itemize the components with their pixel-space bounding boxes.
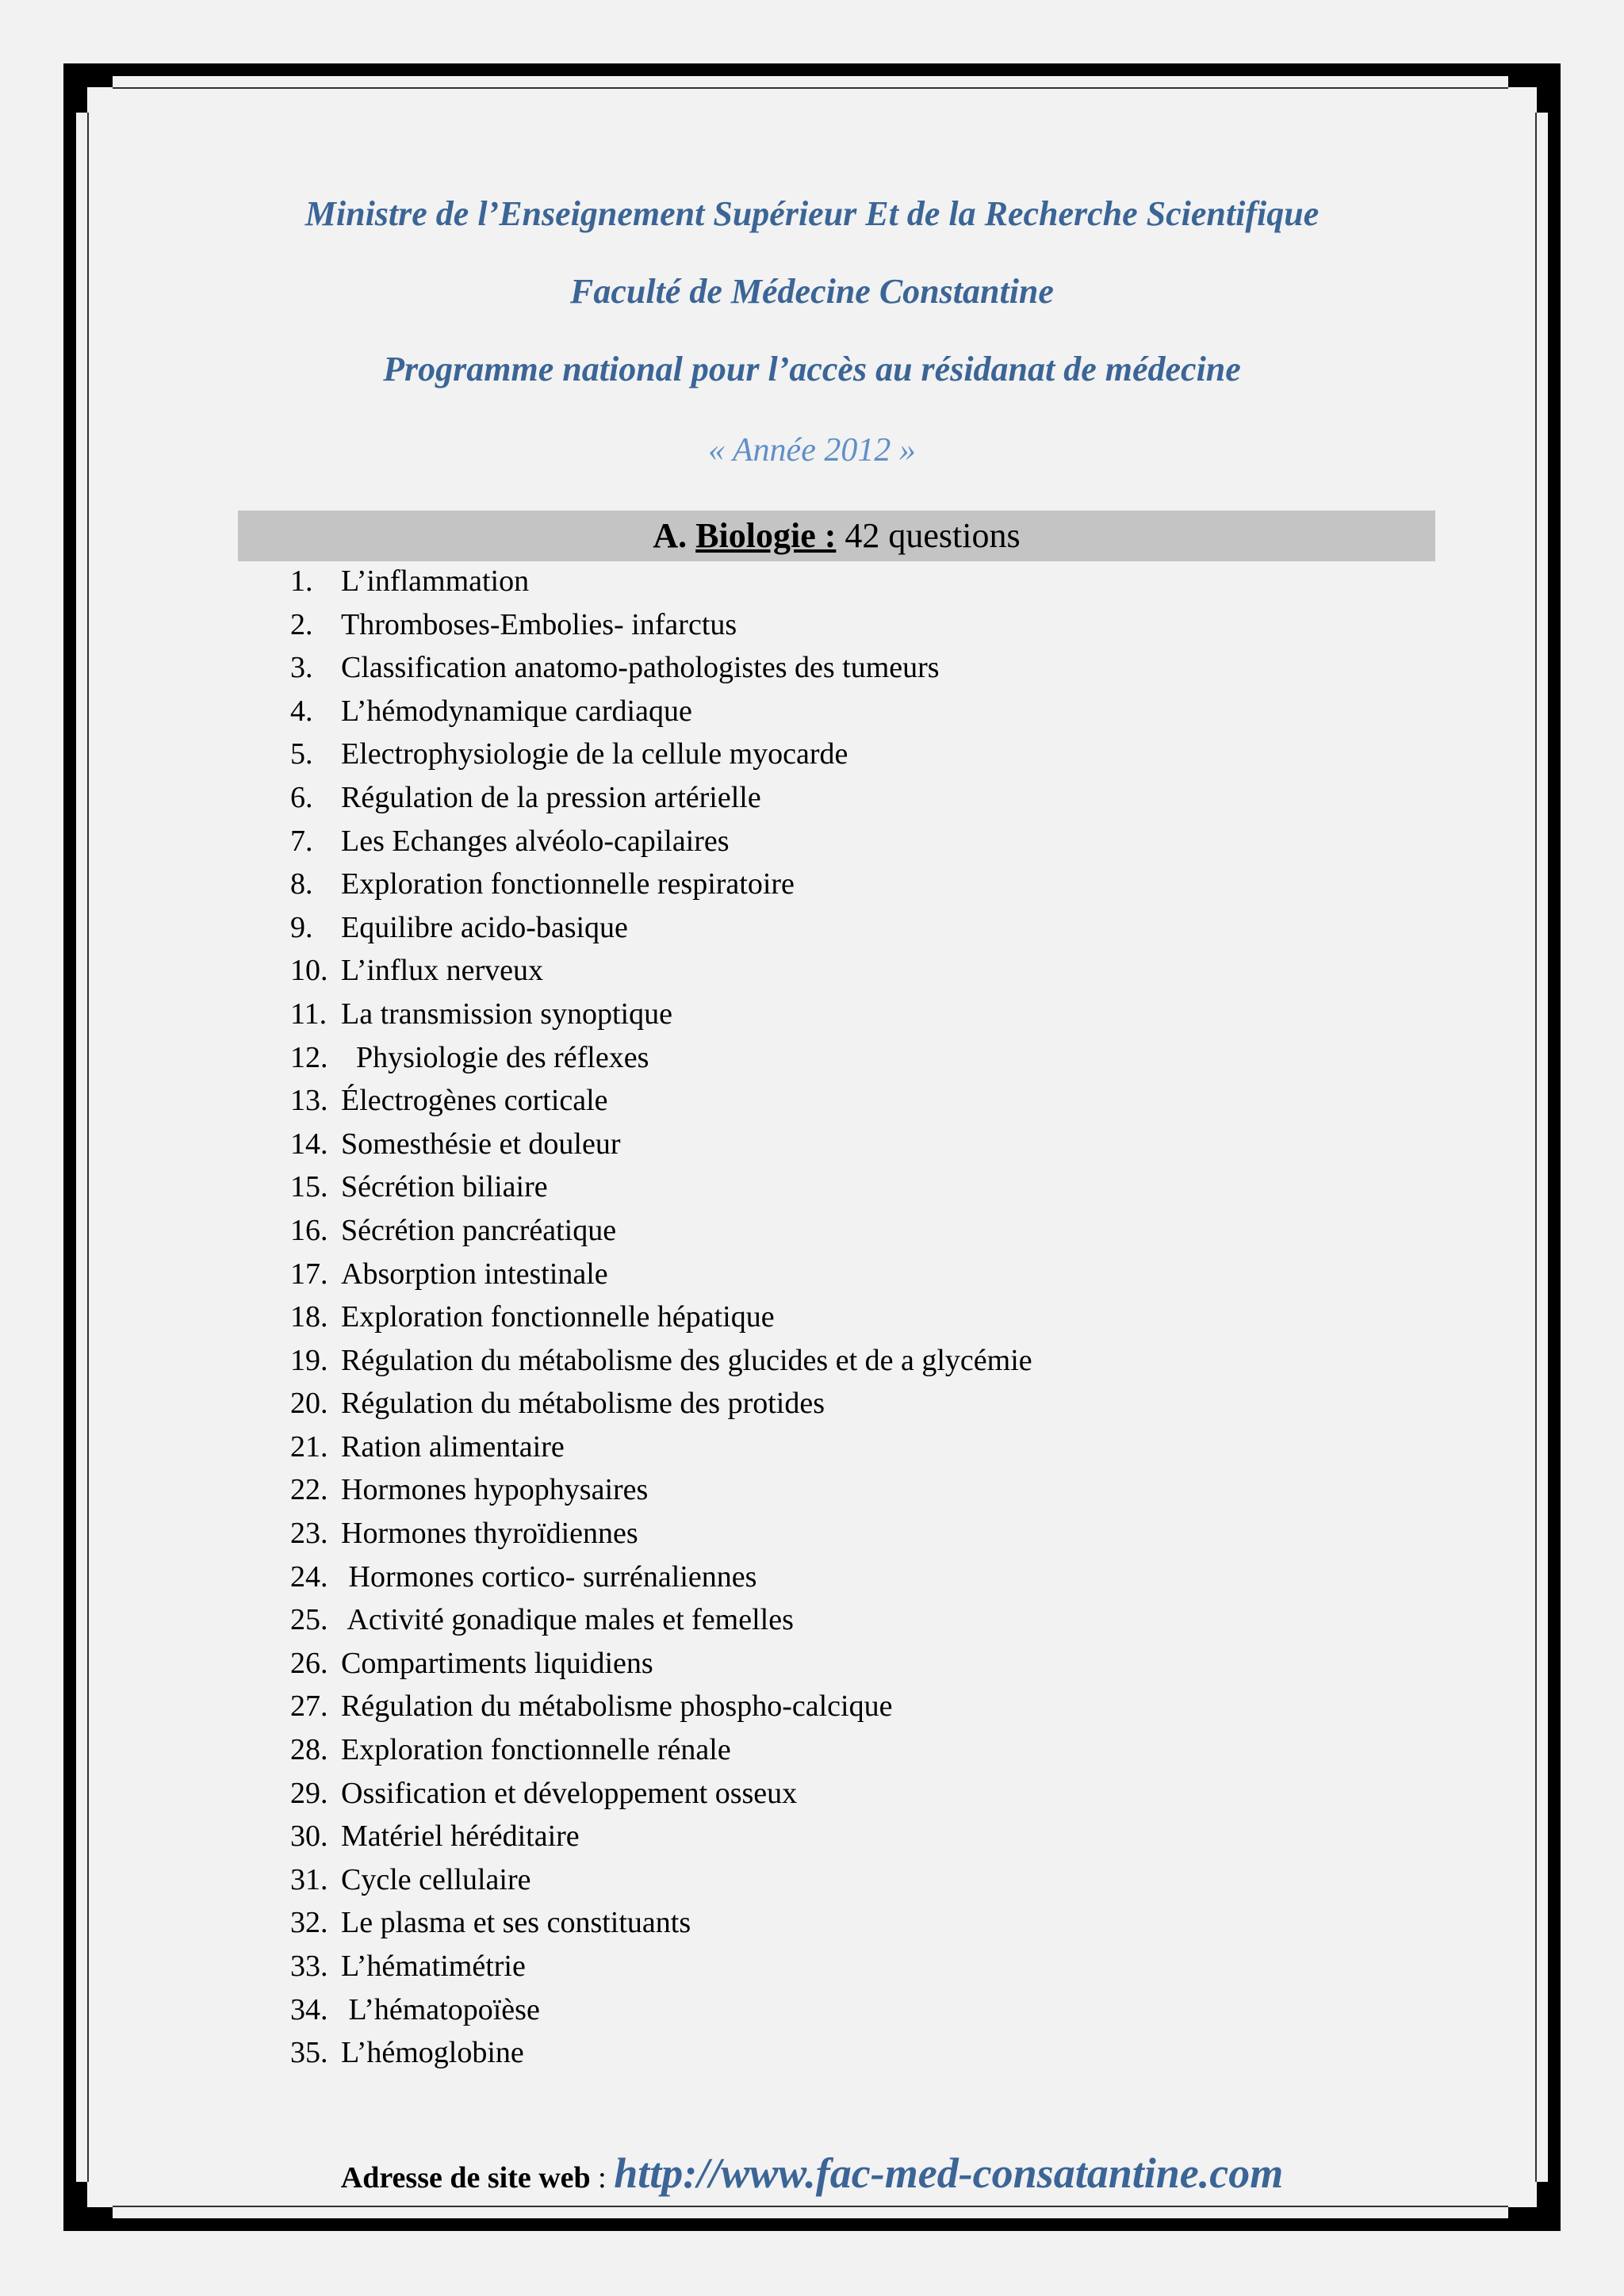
frame-corner-tr-inner-v bbox=[1537, 76, 1548, 113]
list-item bbox=[290, 1815, 1032, 1858]
list-item bbox=[290, 993, 1032, 1036]
item-number: 20. bbox=[290, 1387, 328, 1421]
item-text: Ossification et développement osseux bbox=[341, 1776, 798, 1810]
item-text: Exploration fonctionnelle rénale bbox=[341, 1733, 731, 1767]
list-item bbox=[290, 1339, 1032, 1383]
item-number: 10. bbox=[290, 954, 328, 988]
list-item bbox=[290, 1295, 1032, 1339]
item-text: Electrophysiologie de la cellule myocarde bbox=[341, 737, 848, 771]
list-item bbox=[290, 1425, 1032, 1469]
item-text: L’hématopoïèse bbox=[341, 1992, 540, 2026]
item-number: 34. bbox=[290, 1992, 328, 2026]
website-link[interactable]: http://www.fac-med-consatantine.com bbox=[614, 2149, 1284, 2197]
item-number: 12. bbox=[290, 1040, 328, 1074]
faculty-title: Faculté de Médecine Constantine bbox=[570, 272, 1054, 311]
item-text: Matériel héréditaire bbox=[341, 1820, 580, 1854]
frame-bottom bbox=[113, 2218, 1508, 2231]
section-subject: Biologie : bbox=[695, 516, 837, 555]
item-number: 19. bbox=[290, 1343, 328, 1377]
list-item bbox=[290, 1079, 1032, 1123]
item-number: 14. bbox=[290, 1127, 328, 1161]
list-item bbox=[290, 603, 1032, 647]
inner-line-right bbox=[1535, 113, 1537, 2182]
item-text: Régulation du métabolisme des glucides et de a glycémie bbox=[341, 1343, 1032, 1377]
item-number: 11. bbox=[290, 997, 327, 1031]
item-number: 2. bbox=[290, 607, 313, 641]
inner-line-top bbox=[113, 87, 1508, 89]
item-number: 16. bbox=[290, 1213, 328, 1247]
item-number: 17. bbox=[290, 1257, 328, 1291]
list-item bbox=[290, 1945, 1032, 1988]
list-item bbox=[290, 1728, 1032, 1772]
frame-right bbox=[1548, 113, 1561, 2182]
list-item bbox=[290, 1468, 1032, 1512]
item-text: L’hématimétrie bbox=[341, 1950, 526, 1983]
list-item bbox=[290, 560, 1032, 603]
item-text: Physiologie des réflexes bbox=[341, 1040, 649, 1074]
list-item bbox=[290, 1123, 1032, 1166]
item-text: Compartiments liquidiens bbox=[341, 1646, 653, 1680]
list-item bbox=[290, 906, 1032, 950]
item-text: Activité gonadique males et femelles bbox=[341, 1603, 794, 1637]
item-number: 31. bbox=[290, 1862, 328, 1896]
item-text: Sécrétion biliaire bbox=[341, 1170, 548, 1204]
list-item bbox=[290, 733, 1032, 776]
footer bbox=[0, 2149, 1624, 2198]
frame-corner-tl-v bbox=[63, 63, 76, 113]
item-number: 30. bbox=[290, 1820, 328, 1854]
item-text: Thromboses-Embolies- infarctus bbox=[341, 607, 737, 641]
item-number: 32. bbox=[290, 1906, 328, 1940]
item-text: Equilibre acido-basique bbox=[341, 910, 628, 944]
list-item bbox=[290, 1253, 1032, 1296]
item-number: 5. bbox=[290, 737, 313, 771]
item-number: 18. bbox=[290, 1300, 328, 1334]
frame-corner-tr-v bbox=[1548, 63, 1561, 113]
item-number: 21. bbox=[290, 1429, 328, 1464]
list-item bbox=[290, 1598, 1032, 1642]
item-number: 13. bbox=[290, 1084, 328, 1118]
item-text: Cycle cellulaire bbox=[341, 1862, 531, 1896]
list-item bbox=[290, 1772, 1032, 1816]
list-item bbox=[290, 776, 1032, 820]
item-text: Exploration fonctionnelle respiratoire bbox=[341, 867, 795, 901]
item-text: Hormones cortico- surrénaliennes bbox=[341, 1559, 757, 1594]
list-item bbox=[290, 690, 1032, 733]
item-text: Régulation du métabolisme phospho-calcique bbox=[341, 1689, 893, 1724]
list-item bbox=[290, 2031, 1032, 2075]
list-item bbox=[290, 1858, 1032, 1902]
item-number: 29. bbox=[290, 1776, 328, 1810]
item-text: Classification anatomo-pathologistes des tumeurs bbox=[341, 651, 940, 685]
footer-label: Adresse de site web bbox=[340, 2161, 591, 2195]
item-number: 9. bbox=[290, 910, 313, 944]
item-number: 3. bbox=[290, 651, 313, 685]
item-text: Les Echanges alvéolo-capilaires bbox=[341, 824, 730, 858]
item-text: Le plasma et ses constituants bbox=[341, 1906, 691, 1940]
item-number: 33. bbox=[290, 1950, 328, 1983]
item-text: L’inflammation bbox=[341, 564, 530, 598]
item-text: L’hémoglobine bbox=[341, 2036, 524, 2070]
list-item bbox=[290, 1382, 1032, 1425]
list-item bbox=[290, 949, 1032, 993]
question-list bbox=[290, 560, 1032, 2075]
frame-left bbox=[63, 113, 76, 2182]
item-text: Hormones hypophysaires bbox=[341, 1473, 649, 1507]
ministry-title: Ministre de l’Enseignement Supérieur Et de la Recherche Scientifique bbox=[304, 194, 1320, 233]
item-number: 1. bbox=[290, 564, 313, 598]
list-item bbox=[290, 1556, 1032, 1599]
frame-top bbox=[113, 63, 1508, 76]
list-item bbox=[290, 1209, 1032, 1253]
item-text: L’influx nerveux bbox=[341, 954, 544, 988]
list-item bbox=[290, 1901, 1032, 1945]
item-number: 8. bbox=[290, 867, 313, 901]
list-item bbox=[290, 1988, 1032, 2032]
item-text: Ration alimentaire bbox=[341, 1429, 565, 1464]
item-number: 35. bbox=[290, 2036, 328, 2070]
footer-separator: : bbox=[590, 2161, 615, 2195]
item-text: Absorption intestinale bbox=[341, 1257, 608, 1291]
section-header bbox=[238, 511, 1435, 561]
list-item bbox=[290, 1685, 1032, 1728]
list-item bbox=[290, 646, 1032, 690]
item-number: 24. bbox=[290, 1559, 328, 1594]
item-number: 15. bbox=[290, 1170, 328, 1204]
item-text: Hormones thyroïdiennes bbox=[341, 1517, 638, 1551]
item-number: 22. bbox=[290, 1473, 328, 1507]
item-number: 28. bbox=[290, 1733, 328, 1767]
item-text: Somesthésie et douleur bbox=[341, 1127, 621, 1161]
program-title: Programme national pour l’accès au résidanat de médecine bbox=[383, 350, 1241, 388]
item-number: 26. bbox=[290, 1646, 328, 1680]
section-letter: A. bbox=[653, 516, 688, 555]
list-item bbox=[290, 1036, 1032, 1080]
item-number: 25. bbox=[290, 1603, 328, 1637]
list-item bbox=[290, 863, 1032, 906]
item-text: Électrogènes corticale bbox=[341, 1084, 608, 1118]
inner-line-left bbox=[87, 113, 89, 2182]
list-item bbox=[290, 1165, 1032, 1209]
item-text: La transmission synoptique bbox=[341, 997, 672, 1031]
item-number: 4. bbox=[290, 694, 313, 728]
item-text: Exploration fonctionnelle hépatique bbox=[341, 1300, 775, 1334]
list-item bbox=[290, 1642, 1032, 1686]
item-text: Régulation du métabolisme des protides bbox=[341, 1387, 825, 1421]
item-number: 23. bbox=[290, 1517, 328, 1551]
year-title: « Année 2012 » bbox=[708, 432, 916, 469]
item-text: L’hémodynamique cardiaque bbox=[341, 694, 692, 728]
section-count: 42 questions bbox=[845, 516, 1021, 555]
item-number: 27. bbox=[290, 1689, 328, 1724]
item-text: Sécrétion pancréatique bbox=[341, 1213, 617, 1247]
item-number: 6. bbox=[290, 780, 313, 814]
item-number: 7. bbox=[290, 824, 313, 858]
inner-line-bottom bbox=[113, 2206, 1508, 2207]
list-item bbox=[290, 820, 1032, 863]
item-text: Régulation de la pression artérielle bbox=[341, 780, 761, 814]
frame-corner-tl-inner-v bbox=[76, 76, 87, 113]
list-item bbox=[290, 1512, 1032, 1556]
